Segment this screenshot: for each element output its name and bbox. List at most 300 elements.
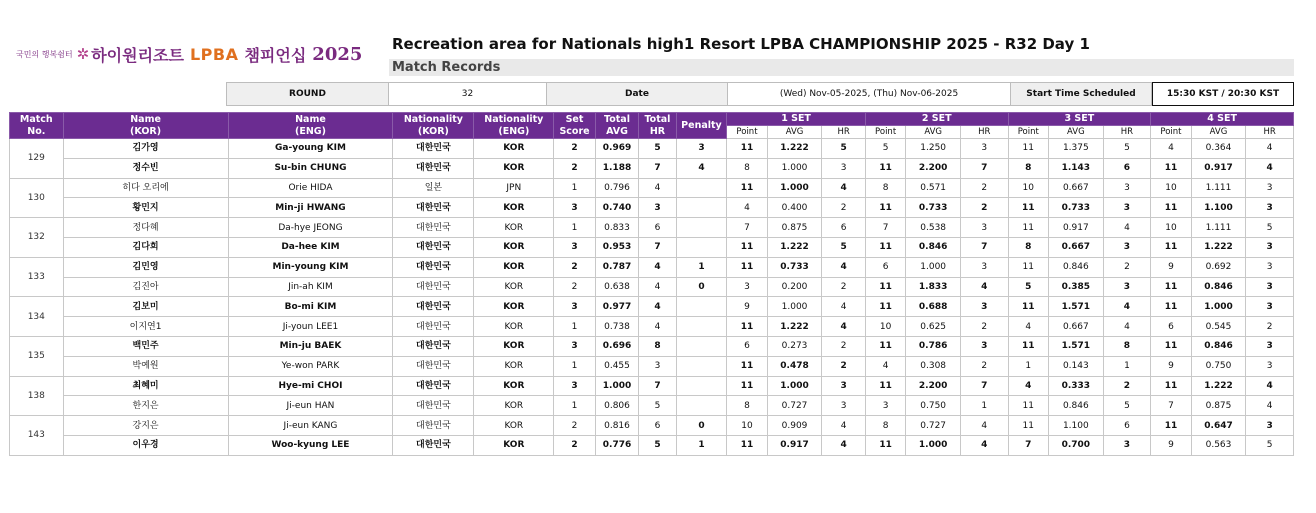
set3-avg-cell: 0.733	[1049, 198, 1104, 218]
nationality-eng-cell: KOR	[474, 376, 554, 396]
name-kor-cell: 김진아	[63, 277, 228, 297]
logo-championship: 챔피언십	[244, 45, 307, 65]
subheader-set2-avg: AVG	[906, 126, 961, 139]
set1-hr-cell: 4	[822, 297, 866, 317]
set3-avg-cell: 1.143	[1049, 158, 1104, 178]
total-avg-cell: 0.977	[595, 297, 639, 317]
set3-hr-cell: 3	[1103, 178, 1151, 198]
set-score-cell: 1	[554, 396, 595, 416]
nationality-eng-cell: KOR	[474, 257, 554, 277]
match-records-table	[9, 112, 1294, 456]
header-set-score: Set Score	[554, 113, 595, 139]
name-kor-cell: 김가영	[63, 139, 228, 159]
set2-point-cell: 7	[865, 218, 905, 238]
set2-avg-cell: 0.308	[906, 356, 961, 376]
set2-hr-cell: 3	[960, 297, 1008, 317]
total-hr-cell: 3	[639, 198, 676, 218]
set2-point-cell: 3	[865, 396, 905, 416]
set4-avg-cell: 1.111	[1191, 178, 1246, 198]
set2-hr-cell: 2	[960, 178, 1008, 198]
set-score-cell: 1	[554, 317, 595, 337]
set3-point-cell: 4	[1008, 376, 1048, 396]
name-eng-cell: Ji-youn LEE1	[228, 317, 393, 337]
set-score-cell: 3	[554, 297, 595, 317]
set3-point-cell: 11	[1008, 416, 1048, 436]
set2-avg-cell: 0.786	[906, 336, 961, 356]
set4-hr-cell: 4	[1246, 376, 1294, 396]
header-set-4: 4 SET	[1151, 113, 1294, 126]
set4-point-cell: 7	[1151, 396, 1191, 416]
name-kor-cell: 김다희	[63, 237, 228, 257]
set1-avg-cell: 0.478	[767, 356, 822, 376]
nationality-kor-cell: 대한민국	[393, 416, 474, 436]
penalty-cell	[676, 317, 727, 337]
set1-hr-cell: 4	[822, 257, 866, 277]
set3-point-cell: 5	[1008, 277, 1048, 297]
total-avg-cell: 0.953	[595, 237, 639, 257]
set4-point-cell: 11	[1151, 336, 1191, 356]
name-kor-cell: 김보미	[63, 297, 228, 317]
set3-avg-cell: 0.143	[1049, 356, 1104, 376]
header-name-kor: Name (KOR)	[63, 113, 228, 139]
set4-hr-cell: 3	[1246, 198, 1294, 218]
set4-point-cell: 9	[1151, 435, 1191, 455]
set1-avg-cell: 0.909	[767, 416, 822, 436]
penalty-cell	[676, 178, 727, 198]
nationality-kor-cell: 대한민국	[393, 198, 474, 218]
date-value: (Wed) Nov-05-2025, (Thu) Nov-06-2025	[727, 82, 1011, 106]
table-row	[10, 139, 1294, 159]
set3-avg-cell: 1.375	[1049, 139, 1104, 159]
set3-avg-cell: 0.667	[1049, 317, 1104, 337]
set3-hr-cell: 4	[1103, 297, 1151, 317]
subheader-set3-hr: HR	[1103, 126, 1151, 139]
nationality-eng-cell: KOR	[474, 396, 554, 416]
set-score-cell: 2	[554, 139, 595, 159]
set3-hr-cell: 4	[1103, 218, 1151, 238]
set1-avg-cell: 0.400	[767, 198, 822, 218]
set4-hr-cell: 3	[1246, 178, 1294, 198]
name-eng-cell: Ga-young KIM	[228, 139, 393, 159]
set-score-cell: 2	[554, 257, 595, 277]
set2-hr-cell: 1	[960, 396, 1008, 416]
total-hr-cell: 6	[639, 218, 676, 238]
set-score-cell: 3	[554, 336, 595, 356]
set2-point-cell: 10	[865, 317, 905, 337]
set4-point-cell: 11	[1151, 416, 1191, 436]
start-time-label: Start Time Scheduled	[1010, 82, 1152, 106]
set3-point-cell: 1	[1008, 356, 1048, 376]
set2-avg-cell: 0.733	[906, 198, 961, 218]
table-row	[10, 297, 1294, 317]
set1-point-cell: 11	[727, 178, 767, 198]
set3-hr-cell: 2	[1103, 376, 1151, 396]
header-set-1: 1 SET	[727, 113, 866, 126]
set3-hr-cell: 5	[1103, 396, 1151, 416]
set2-hr-cell: 3	[960, 139, 1008, 159]
nationality-kor-cell: 일본	[393, 178, 474, 198]
set2-avg-cell: 1.000	[906, 257, 961, 277]
logo-year: 2025	[312, 43, 363, 65]
set4-point-cell: 11	[1151, 277, 1191, 297]
total-hr-cell: 4	[639, 317, 676, 337]
set4-avg-cell: 1.222	[1191, 237, 1246, 257]
set3-point-cell: 11	[1008, 336, 1048, 356]
set1-hr-cell: 3	[822, 158, 866, 178]
set2-point-cell: 11	[865, 297, 905, 317]
match-no-cell: 134	[10, 297, 64, 337]
set2-hr-cell: 4	[960, 416, 1008, 436]
name-kor-cell: 강지은	[63, 416, 228, 436]
header-set-2: 2 SET	[865, 113, 1008, 126]
subheader-set4-hr: HR	[1246, 126, 1294, 139]
set-score-cell: 1	[554, 178, 595, 198]
set1-point-cell: 11	[727, 356, 767, 376]
set2-avg-cell: 0.846	[906, 237, 961, 257]
header-name-eng: Name (ENG)	[228, 113, 393, 139]
set3-point-cell: 11	[1008, 218, 1048, 238]
match-no-cell: 143	[10, 416, 64, 456]
set1-point-cell: 3	[727, 277, 767, 297]
nationality-kor-cell: 대한민국	[393, 237, 474, 257]
set1-avg-cell: 1.222	[767, 317, 822, 337]
name-kor-cell: 이지연1	[63, 317, 228, 337]
set1-hr-cell: 4	[822, 416, 866, 436]
table-row	[10, 416, 1294, 436]
table-row	[10, 356, 1294, 376]
total-avg-cell: 1.000	[595, 376, 639, 396]
total-hr-cell: 8	[639, 336, 676, 356]
set2-hr-cell: 4	[960, 277, 1008, 297]
set4-point-cell: 4	[1151, 139, 1191, 159]
total-avg-cell: 0.776	[595, 435, 639, 455]
set1-hr-cell: 2	[822, 198, 866, 218]
match-no-cell: 130	[10, 178, 64, 218]
page-title: Recreation area for Nationals high1 Resort LPBA CHAMPIONSHIP 2025 - R32 Day 1	[392, 35, 1090, 53]
header-nationality-eng: Nationality (ENG)	[474, 113, 554, 139]
set4-hr-cell: 3	[1246, 237, 1294, 257]
set2-hr-cell: 3	[960, 218, 1008, 238]
name-eng-cell: Min-young KIM	[228, 257, 393, 277]
set3-avg-cell: 0.333	[1049, 376, 1104, 396]
total-hr-cell: 7	[639, 158, 676, 178]
subtitle-bar	[389, 59, 1294, 76]
nationality-eng-cell: KOR	[474, 158, 554, 178]
set4-hr-cell: 2	[1246, 317, 1294, 337]
nationality-eng-cell: KOR	[474, 416, 554, 436]
nationality-eng-cell: JPN	[474, 178, 554, 198]
set2-point-cell: 4	[865, 356, 905, 376]
set1-hr-cell: 3	[822, 376, 866, 396]
logo-lpba: LPBA	[189, 44, 239, 64]
name-kor-cell: 최혜미	[63, 376, 228, 396]
set3-avg-cell: 1.571	[1049, 297, 1104, 317]
set2-avg-cell: 2.200	[906, 158, 961, 178]
set2-avg-cell: 0.750	[906, 396, 961, 416]
set3-hr-cell: 1	[1103, 356, 1151, 376]
nationality-eng-cell: KOR	[474, 297, 554, 317]
match-no-cell: 133	[10, 257, 64, 297]
set4-point-cell: 10	[1151, 178, 1191, 198]
name-eng-cell: Ye-won PARK	[228, 356, 393, 376]
nationality-eng-cell: KOR	[474, 237, 554, 257]
total-hr-cell: 6	[639, 416, 676, 436]
set4-avg-cell: 0.647	[1191, 416, 1246, 436]
set1-hr-cell: 6	[822, 218, 866, 238]
table-row	[10, 336, 1294, 356]
header-total-hr: Total HR	[639, 113, 676, 139]
penalty-cell	[676, 356, 727, 376]
set2-point-cell: 8	[865, 178, 905, 198]
set2-avg-cell: 1.000	[906, 435, 961, 455]
name-eng-cell: Woo-kyung LEE	[228, 435, 393, 455]
header-set-3: 3 SET	[1008, 113, 1151, 126]
set3-hr-cell: 4	[1103, 317, 1151, 337]
penalty-cell: 0	[676, 416, 727, 436]
set1-avg-cell: 0.273	[767, 336, 822, 356]
set2-hr-cell: 7	[960, 376, 1008, 396]
table-row	[10, 257, 1294, 277]
set3-hr-cell: 3	[1103, 277, 1151, 297]
nationality-eng-cell: KOR	[474, 356, 554, 376]
set1-hr-cell: 3	[822, 396, 866, 416]
set1-point-cell: 8	[727, 396, 767, 416]
subheader-set2-point: Point	[865, 126, 905, 139]
total-avg-cell: 0.816	[595, 416, 639, 436]
set3-avg-cell: 0.385	[1049, 277, 1104, 297]
set2-point-cell: 11	[865, 376, 905, 396]
set3-avg-cell: 0.667	[1049, 237, 1104, 257]
set4-point-cell: 9	[1151, 356, 1191, 376]
total-avg-cell: 0.455	[595, 356, 639, 376]
set2-hr-cell: 2	[960, 317, 1008, 337]
nationality-kor-cell: 대한민국	[393, 356, 474, 376]
flower-icon: ✲	[76, 45, 90, 63]
name-kor-cell: 백민주	[63, 336, 228, 356]
nationality-eng-cell: KOR	[474, 139, 554, 159]
set3-hr-cell: 8	[1103, 336, 1151, 356]
penalty-cell	[676, 297, 727, 317]
set4-hr-cell: 4	[1246, 139, 1294, 159]
set3-avg-cell: 0.846	[1049, 257, 1104, 277]
penalty-cell	[676, 218, 727, 238]
set3-hr-cell: 3	[1103, 435, 1151, 455]
subheader-set4-avg: AVG	[1191, 126, 1246, 139]
set1-avg-cell: 0.917	[767, 435, 822, 455]
set-score-cell: 3	[554, 376, 595, 396]
nationality-kor-cell: 대한민국	[393, 396, 474, 416]
penalty-cell: 4	[676, 158, 727, 178]
set3-avg-cell: 0.700	[1049, 435, 1104, 455]
name-kor-cell: 이우경	[63, 435, 228, 455]
header-total-avg: Total AVG	[595, 113, 639, 139]
subheader-set2-hr: HR	[960, 126, 1008, 139]
set-score-cell: 2	[554, 416, 595, 436]
round-label: ROUND	[226, 82, 389, 106]
set3-point-cell: 11	[1008, 139, 1048, 159]
set2-avg-cell: 1.250	[906, 139, 961, 159]
name-eng-cell: Bo-mi KIM	[228, 297, 393, 317]
match-no-cell: 129	[10, 139, 64, 179]
set1-hr-cell: 5	[822, 237, 866, 257]
set1-avg-cell: 1.222	[767, 139, 822, 159]
set4-point-cell: 10	[1151, 218, 1191, 238]
set4-hr-cell: 3	[1246, 277, 1294, 297]
set2-hr-cell: 3	[960, 257, 1008, 277]
set4-point-cell: 11	[1151, 198, 1191, 218]
set2-hr-cell: 2	[960, 356, 1008, 376]
subheader-set4-point: Point	[1151, 126, 1191, 139]
nationality-kor-cell: 대한민국	[393, 277, 474, 297]
set1-point-cell: 7	[727, 218, 767, 238]
set2-point-cell: 11	[865, 198, 905, 218]
penalty-cell	[676, 396, 727, 416]
name-eng-cell: Da-hye JEONG	[228, 218, 393, 238]
set4-hr-cell: 3	[1246, 257, 1294, 277]
set1-hr-cell: 4	[822, 178, 866, 198]
set3-point-cell: 11	[1008, 396, 1048, 416]
set2-point-cell: 11	[865, 277, 905, 297]
set1-point-cell: 10	[727, 416, 767, 436]
set1-hr-cell: 4	[822, 435, 866, 455]
set1-point-cell: 6	[727, 336, 767, 356]
set1-avg-cell: 1.000	[767, 158, 822, 178]
set1-avg-cell: 1.222	[767, 237, 822, 257]
nationality-eng-cell: KOR	[474, 336, 554, 356]
penalty-cell: 1	[676, 435, 727, 455]
set1-point-cell: 11	[727, 139, 767, 159]
name-kor-cell: 한지은	[63, 396, 228, 416]
total-hr-cell: 7	[639, 376, 676, 396]
set-score-cell: 2	[554, 158, 595, 178]
table-row	[10, 376, 1294, 396]
table-row	[10, 178, 1294, 198]
name-eng-cell: Ji-eun KANG	[228, 416, 393, 436]
match-no-cell: 132	[10, 218, 64, 258]
set1-point-cell: 11	[727, 376, 767, 396]
set3-point-cell: 8	[1008, 158, 1048, 178]
set1-point-cell: 8	[727, 158, 767, 178]
set-score-cell: 3	[554, 198, 595, 218]
total-avg-cell: 0.638	[595, 277, 639, 297]
set1-point-cell: 11	[727, 237, 767, 257]
penalty-cell	[676, 336, 727, 356]
set3-hr-cell: 6	[1103, 158, 1151, 178]
set2-point-cell: 11	[865, 435, 905, 455]
set2-point-cell: 6	[865, 257, 905, 277]
set4-hr-cell: 5	[1246, 435, 1294, 455]
total-hr-cell: 7	[639, 237, 676, 257]
set4-avg-cell: 0.846	[1191, 277, 1246, 297]
set3-point-cell: 8	[1008, 237, 1048, 257]
subheader-set3-point: Point	[1008, 126, 1048, 139]
set3-hr-cell: 3	[1103, 237, 1151, 257]
subheader-set1-hr: HR	[822, 126, 866, 139]
set2-avg-cell: 2.200	[906, 376, 961, 396]
table-row	[10, 158, 1294, 178]
name-eng-cell: Jin-ah KIM	[228, 277, 393, 297]
set3-hr-cell: 5	[1103, 139, 1151, 159]
total-avg-cell: 0.787	[595, 257, 639, 277]
subheader-set1-point: Point	[727, 126, 767, 139]
set2-avg-cell: 0.571	[906, 178, 961, 198]
nationality-kor-cell: 대한민국	[393, 139, 474, 159]
table-row	[10, 317, 1294, 337]
set1-avg-cell: 0.727	[767, 396, 822, 416]
total-avg-cell: 0.806	[595, 396, 639, 416]
set2-point-cell: 8	[865, 416, 905, 436]
set3-avg-cell: 0.667	[1049, 178, 1104, 198]
nationality-eng-cell: KOR	[474, 198, 554, 218]
set4-avg-cell: 0.846	[1191, 336, 1246, 356]
nationality-kor-cell: 대한민국	[393, 297, 474, 317]
set1-avg-cell: 0.200	[767, 277, 822, 297]
set2-point-cell: 11	[865, 237, 905, 257]
round-value: 32	[388, 82, 547, 106]
set3-point-cell: 11	[1008, 198, 1048, 218]
penalty-cell	[676, 198, 727, 218]
set1-avg-cell: 1.000	[767, 376, 822, 396]
nationality-kor-cell: 대한민국	[393, 435, 474, 455]
date-label: Date	[546, 82, 728, 106]
total-hr-cell: 5	[639, 435, 676, 455]
set4-hr-cell: 3	[1246, 336, 1294, 356]
set1-point-cell: 11	[727, 317, 767, 337]
set-score-cell: 2	[554, 277, 595, 297]
start-time-value: 15:30 KST / 20:30 KST	[1152, 82, 1294, 106]
set4-avg-cell: 0.917	[1191, 158, 1246, 178]
set3-hr-cell: 2	[1103, 257, 1151, 277]
total-hr-cell: 4	[639, 178, 676, 198]
total-hr-cell: 4	[639, 257, 676, 277]
set3-point-cell: 10	[1008, 178, 1048, 198]
name-eng-cell: Min-ju BAEK	[228, 336, 393, 356]
set4-point-cell: 11	[1151, 297, 1191, 317]
set3-hr-cell: 6	[1103, 416, 1151, 436]
page-subtitle: Match Records	[392, 60, 501, 75]
header-match-no: Match No.	[10, 113, 64, 139]
set4-avg-cell: 0.750	[1191, 356, 1246, 376]
set2-avg-cell: 0.538	[906, 218, 961, 238]
set-score-cell: 1	[554, 356, 595, 376]
nationality-eng-cell: KOR	[474, 218, 554, 238]
set-score-cell: 3	[554, 237, 595, 257]
name-eng-cell: Min-ji HWANG	[228, 198, 393, 218]
penalty-cell	[676, 376, 727, 396]
header-nationality-kor: Nationality (KOR)	[393, 113, 474, 139]
set1-avg-cell: 1.000	[767, 297, 822, 317]
total-avg-cell: 1.188	[595, 158, 639, 178]
penalty-cell: 1	[676, 257, 727, 277]
set-score-cell: 2	[554, 435, 595, 455]
total-hr-cell: 4	[639, 277, 676, 297]
set1-hr-cell: 2	[822, 277, 866, 297]
table-row	[10, 218, 1294, 238]
name-kor-cell: 정다혜	[63, 218, 228, 238]
set4-point-cell: 6	[1151, 317, 1191, 337]
total-hr-cell: 3	[639, 356, 676, 376]
total-avg-cell: 0.796	[595, 178, 639, 198]
set3-point-cell: 7	[1008, 435, 1048, 455]
set1-hr-cell: 5	[822, 139, 866, 159]
nationality-kor-cell: 대한민국	[393, 218, 474, 238]
set4-avg-cell: 0.692	[1191, 257, 1246, 277]
set4-avg-cell: 1.100	[1191, 198, 1246, 218]
set2-hr-cell: 7	[960, 237, 1008, 257]
set4-hr-cell: 3	[1246, 416, 1294, 436]
name-eng-cell: Hye-mi CHOI	[228, 376, 393, 396]
total-avg-cell: 0.833	[595, 218, 639, 238]
